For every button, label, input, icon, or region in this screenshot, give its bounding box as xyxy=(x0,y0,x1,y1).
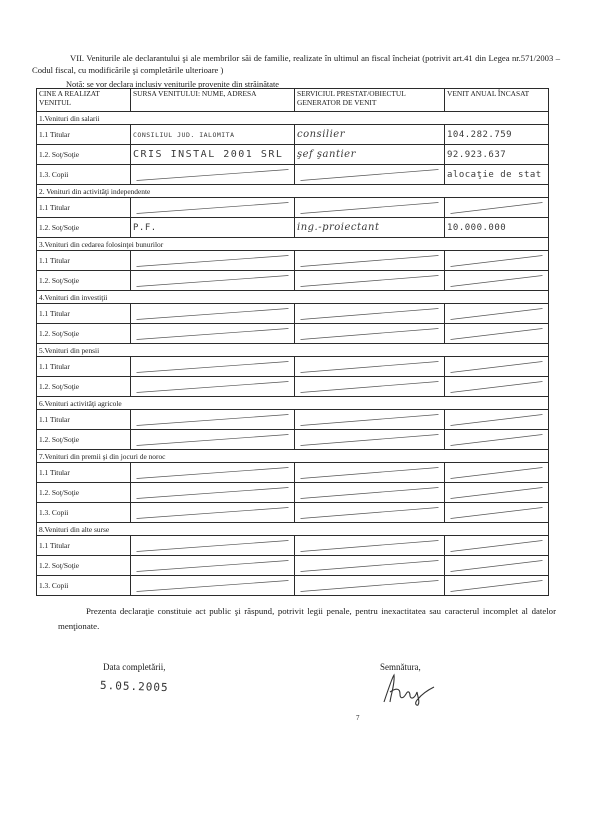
date-value: 5.05.2005 xyxy=(99,678,169,695)
source-cell xyxy=(131,125,295,145)
source-cell xyxy=(131,536,295,556)
source-cell xyxy=(131,145,295,165)
row-label: 1.2. Soţ/Soţie xyxy=(37,377,131,397)
row-label: 1.1 Titular xyxy=(37,463,131,483)
table-row xyxy=(37,304,549,324)
section-row xyxy=(37,450,549,463)
service-cell xyxy=(295,304,445,324)
signature xyxy=(378,672,438,711)
income-cell xyxy=(445,430,549,450)
income-cell xyxy=(445,377,549,397)
row-label: 1.3. Copii xyxy=(37,165,131,185)
table-row xyxy=(37,324,549,344)
section-row xyxy=(37,291,549,304)
service-cell xyxy=(295,503,445,523)
signature-graphic xyxy=(378,672,438,706)
table-row xyxy=(37,125,549,145)
section-title: 7.Venituri din premii şi din jocuri de noroc xyxy=(37,450,549,463)
header-who: CINE A REALIZAT VENITUL xyxy=(37,89,131,112)
section-title: 6.Venituri activităţi agricole xyxy=(37,397,549,410)
signature-label: Semnătura, xyxy=(380,662,421,672)
row-label: 1.2. Soţ/Soţie xyxy=(37,145,131,165)
service-cell xyxy=(295,324,445,344)
income-cell xyxy=(445,218,549,238)
row-label: 1.2. Soţ/Soţie xyxy=(37,483,131,503)
section-title: 5.Venituri din pensii xyxy=(37,344,549,357)
section-title: 1.Venituri din salarii xyxy=(37,112,549,125)
source-cell-value: CONSILIUL JUD. IALOMITA xyxy=(133,131,235,139)
table-row xyxy=(37,503,549,523)
table-body xyxy=(37,112,549,596)
income-cell xyxy=(445,503,549,523)
service-cell xyxy=(295,536,445,556)
income-cell-value: 92.923.637 xyxy=(447,149,507,160)
income-cell xyxy=(445,410,549,430)
income-cell xyxy=(445,125,549,145)
section-title: 3.Venituri din cedarea folosinţei bunurilor xyxy=(37,238,549,251)
service-cell xyxy=(295,198,445,218)
income-cell xyxy=(445,324,549,344)
service-cell-value: consilier xyxy=(297,129,345,140)
row-label: 1.3. Copii xyxy=(37,576,131,596)
section-row xyxy=(37,185,549,198)
income-cell xyxy=(445,536,549,556)
section-row xyxy=(37,344,549,357)
row-label: 1.2. Soţ/Soţie xyxy=(37,271,131,291)
section-row xyxy=(37,523,549,536)
row-label: 1.2. Soţ/Soţie xyxy=(37,430,131,450)
service-cell xyxy=(295,483,445,503)
service-cell xyxy=(295,463,445,483)
table-row xyxy=(37,463,549,483)
row-label: 1.1 Titular xyxy=(37,304,131,324)
header-income: VENIT ANUAL ÎNCASAT xyxy=(445,89,549,112)
section-title: 8.Venituri din alte surse xyxy=(37,523,549,536)
income-cell xyxy=(445,576,549,596)
table-header-row xyxy=(37,89,549,112)
section-row xyxy=(37,112,549,125)
service-cell xyxy=(295,377,445,397)
source-cell-value: P.F. xyxy=(133,222,157,233)
row-label: 1.2. Soţ/Soţie xyxy=(37,556,131,576)
row-label: 1.3. Copii xyxy=(37,503,131,523)
source-cell xyxy=(131,218,295,238)
source-cell xyxy=(131,377,295,397)
service-cell xyxy=(295,218,445,238)
source-cell xyxy=(131,304,295,324)
table-row xyxy=(37,271,549,291)
source-cell xyxy=(131,410,295,430)
table-row xyxy=(37,145,549,165)
source-cell xyxy=(131,556,295,576)
source-cell xyxy=(131,357,295,377)
source-cell xyxy=(131,503,295,523)
table-row xyxy=(37,430,549,450)
service-cell xyxy=(295,576,445,596)
income-cell xyxy=(445,483,549,503)
service-cell xyxy=(295,251,445,271)
source-cell xyxy=(131,576,295,596)
row-label: 1.1 Titular xyxy=(37,536,131,556)
row-label: 1.1 Titular xyxy=(37,251,131,271)
income-cell xyxy=(445,145,549,165)
source-cell xyxy=(131,324,295,344)
service-cell-value: ing.-proiectant xyxy=(297,222,380,233)
table-row xyxy=(37,556,549,576)
income-cell xyxy=(445,271,549,291)
income-cell xyxy=(445,357,549,377)
source-cell xyxy=(131,430,295,450)
income-cell xyxy=(445,165,549,185)
declaration-text: Prezenta declaraţie constituie act public şi răspund, potrivit legii penale, pentru inexactitatea sau caracterul incomplet al datelor menţionate. xyxy=(58,606,556,631)
source-cell xyxy=(131,463,295,483)
table-row xyxy=(37,357,549,377)
row-label: 1.1 Titular xyxy=(37,198,131,218)
service-cell-value: şef şantier xyxy=(297,149,356,160)
row-label: 1.2. Soţ/Soţie xyxy=(37,218,131,238)
service-cell xyxy=(295,556,445,576)
service-cell xyxy=(295,125,445,145)
source-cell xyxy=(131,483,295,503)
table-row xyxy=(37,165,549,185)
section-title: 4.Venituri din investiţii xyxy=(37,291,549,304)
income-cell xyxy=(445,251,549,271)
source-cell xyxy=(131,198,295,218)
table-row xyxy=(37,218,549,238)
note: Notă: se vor declara inclusiv veniturile provenite din străinătate xyxy=(66,80,280,89)
section-heading-text: VII. Veniturile ale declarantului şi ale membrilor săi de familie, realizate în ultimul an fiscal încheiat (potrivit art.41 din Legea nr.571/2003 – Codul fiscal, cu modificările şi completările ulterioare ) xyxy=(32,53,560,75)
table-row xyxy=(37,483,549,503)
table-row xyxy=(37,576,549,596)
source-cell-value: CRIS INSTAL 2001 SRL xyxy=(133,149,284,160)
income-cell-value: 10.000.000 xyxy=(447,222,507,233)
income-cell xyxy=(445,304,549,324)
date-label: Data completării, xyxy=(103,662,166,672)
section-heading xyxy=(32,52,560,76)
table-row xyxy=(37,251,549,271)
source-cell xyxy=(131,165,295,185)
header-service: SERVICIUL PRESTAT/OBIECTUL GENERATOR DE VENIT xyxy=(295,89,445,112)
row-label: 1.2. Soţ/Soţie xyxy=(37,324,131,344)
service-cell xyxy=(295,357,445,377)
income-cell xyxy=(445,198,549,218)
row-label: 1.1 Titular xyxy=(37,357,131,377)
table-row xyxy=(37,198,549,218)
service-cell xyxy=(295,430,445,450)
service-cell xyxy=(295,410,445,430)
header-source: SURSA VENITULUI: NUME, ADRESA xyxy=(131,89,295,112)
row-label: 1.1 Titular xyxy=(37,125,131,145)
section-title: 2. Venituri din activităţi independente xyxy=(37,185,549,198)
section-row xyxy=(37,238,549,251)
section-row xyxy=(37,397,549,410)
row-label: 1.1 Titular xyxy=(37,410,131,430)
income-cell xyxy=(445,463,549,483)
footer-mark: 7 xyxy=(356,714,360,722)
table-row xyxy=(37,377,549,397)
income-cell-value: alocaţie de stat xyxy=(447,169,542,180)
declaration xyxy=(58,604,556,634)
income-cell-value: 104.282.759 xyxy=(447,129,513,140)
service-cell xyxy=(295,271,445,291)
income-table xyxy=(36,88,549,596)
income-cell xyxy=(445,556,549,576)
source-cell xyxy=(131,251,295,271)
service-cell xyxy=(295,145,445,165)
table-row xyxy=(37,536,549,556)
source-cell xyxy=(131,271,295,291)
service-cell xyxy=(295,165,445,185)
table-row xyxy=(37,410,549,430)
